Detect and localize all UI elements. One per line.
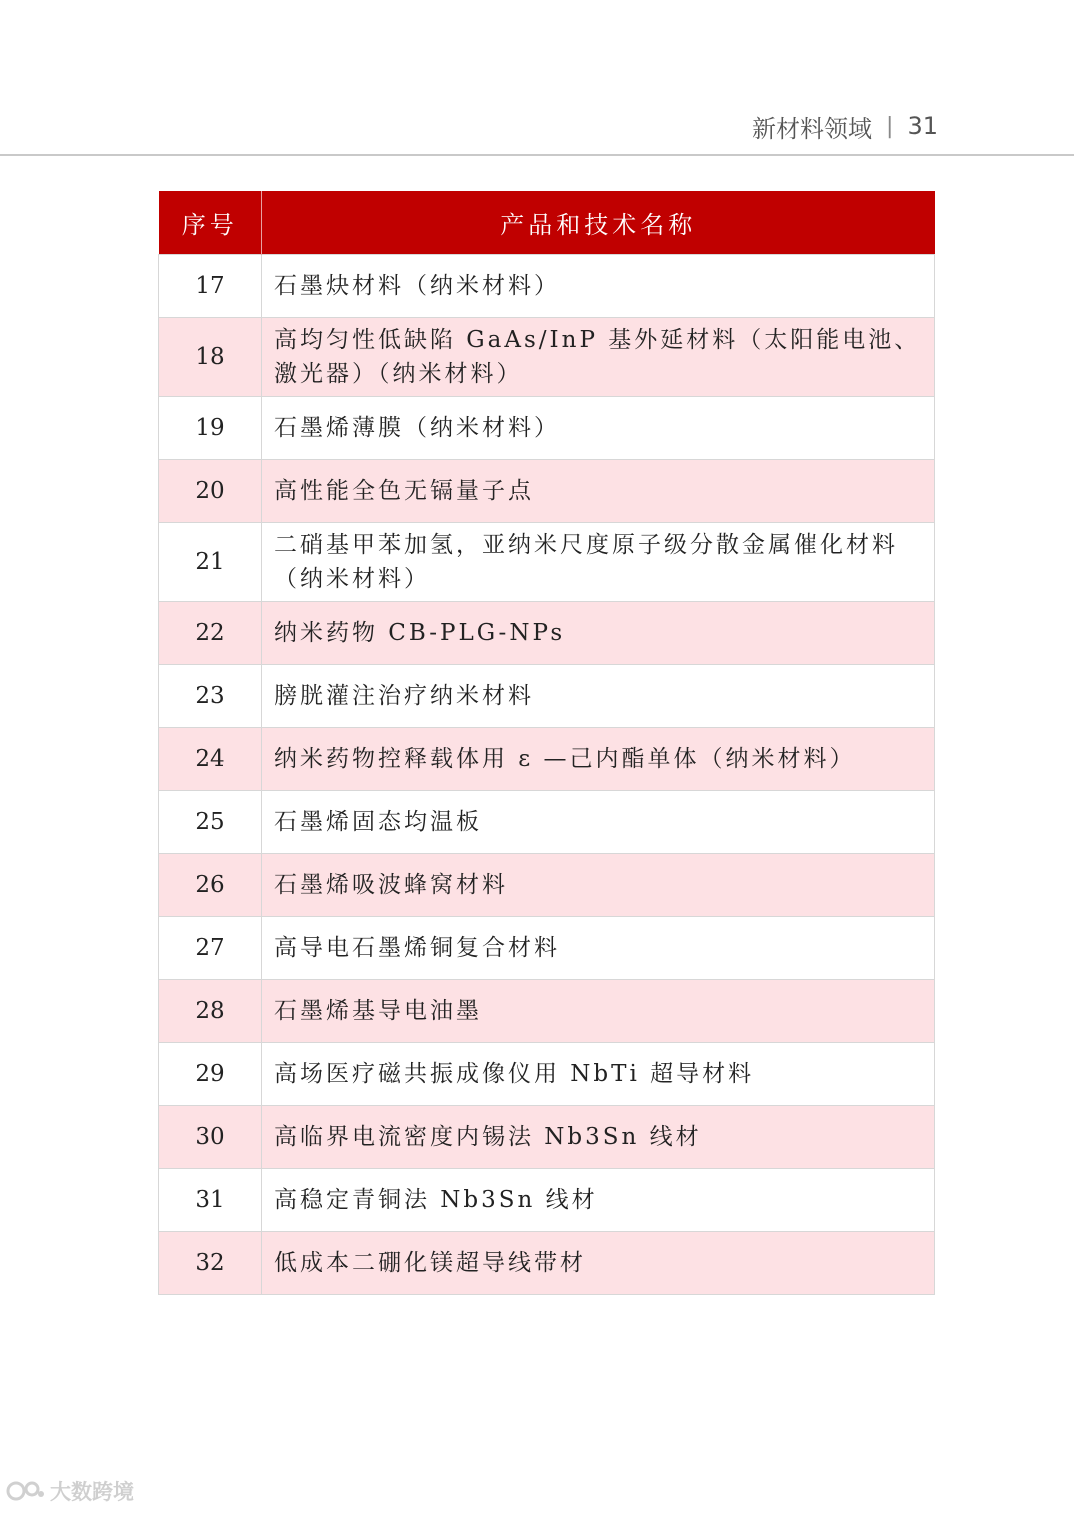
watermark-text: 大数跨境 bbox=[50, 1480, 134, 1504]
table-row bbox=[159, 1232, 935, 1295]
row-name: 高导电石墨烯铜复合材料 bbox=[262, 917, 935, 980]
row-name: 高场医疗磁共振成像仪用 NbTi 超导材料 bbox=[262, 1043, 935, 1106]
table-row bbox=[159, 318, 935, 397]
row-number: 21 bbox=[159, 523, 262, 602]
row-name: 高性能全色无镉量子点 bbox=[262, 460, 935, 523]
table-row bbox=[159, 1106, 935, 1169]
table-row bbox=[159, 1169, 935, 1232]
table-row bbox=[159, 854, 935, 917]
row-name: 石墨烯薄膜（纳米材料） bbox=[262, 397, 935, 460]
row-name: 石墨烯吸波蜂窝材料 bbox=[262, 854, 935, 917]
row-number: 31 bbox=[159, 1169, 262, 1232]
row-number: 29 bbox=[159, 1043, 262, 1106]
row-number: 23 bbox=[159, 665, 262, 728]
column-header-number: 序号 bbox=[159, 191, 262, 255]
section-title: 新材料领域 bbox=[752, 114, 873, 143]
header-divider: | bbox=[886, 113, 894, 139]
row-name: 石墨烯固态均温板 bbox=[262, 791, 935, 854]
row-name: 石墨烯基导电油墨 bbox=[262, 980, 935, 1043]
row-number: 24 bbox=[159, 728, 262, 791]
row-number: 19 bbox=[159, 397, 262, 460]
row-name: 高临界电流密度内锡法 Nb3Sn 线材 bbox=[262, 1106, 935, 1169]
row-number: 22 bbox=[159, 602, 262, 665]
table-row bbox=[159, 728, 935, 791]
table-row bbox=[159, 1043, 935, 1106]
row-name: 高均匀性低缺陷 GaAs/InP 基外延材料（太阳能电池、激光器）（纳米材料） bbox=[262, 318, 935, 397]
row-number: 26 bbox=[159, 854, 262, 917]
table-row bbox=[159, 255, 935, 318]
row-number: 20 bbox=[159, 460, 262, 523]
header-rule bbox=[0, 154, 1074, 156]
row-number: 25 bbox=[159, 791, 262, 854]
table-row bbox=[159, 460, 935, 523]
table-row bbox=[159, 523, 935, 602]
row-number: 28 bbox=[159, 980, 262, 1043]
row-name: 纳米药物 CB-PLG-NPs bbox=[262, 602, 935, 665]
product-table bbox=[158, 191, 935, 1295]
column-header-name: 产品和技术名称 bbox=[262, 191, 935, 255]
table-row bbox=[159, 917, 935, 980]
page-number: 31 bbox=[907, 112, 938, 140]
row-name: 低成本二硼化镁超导线带材 bbox=[262, 1232, 935, 1295]
watermark bbox=[6, 1476, 134, 1506]
brand-logo-icon bbox=[6, 1480, 46, 1502]
table-row bbox=[159, 980, 935, 1043]
row-number: 17 bbox=[159, 255, 262, 318]
table-row bbox=[159, 791, 935, 854]
row-name: 二硝基甲苯加氢，亚纳米尺度原子级分散金属催化材料（纳米材料） bbox=[262, 523, 935, 602]
table-header-row bbox=[159, 191, 935, 255]
row-number: 32 bbox=[159, 1232, 262, 1295]
row-number: 18 bbox=[159, 318, 262, 397]
row-name: 纳米药物控释载体用 ε —己内酯单体（纳米材料） bbox=[262, 728, 935, 791]
table-row bbox=[159, 602, 935, 665]
table-row bbox=[159, 665, 935, 728]
row-number: 27 bbox=[159, 917, 262, 980]
page-header bbox=[752, 110, 938, 142]
row-name: 石墨炔材料（纳米材料） bbox=[262, 255, 935, 318]
table-row bbox=[159, 397, 935, 460]
row-name: 膀胱灌注治疗纳米材料 bbox=[262, 665, 935, 728]
row-number: 30 bbox=[159, 1106, 262, 1169]
row-name: 高稳定青铜法 Nb3Sn 线材 bbox=[262, 1169, 935, 1232]
